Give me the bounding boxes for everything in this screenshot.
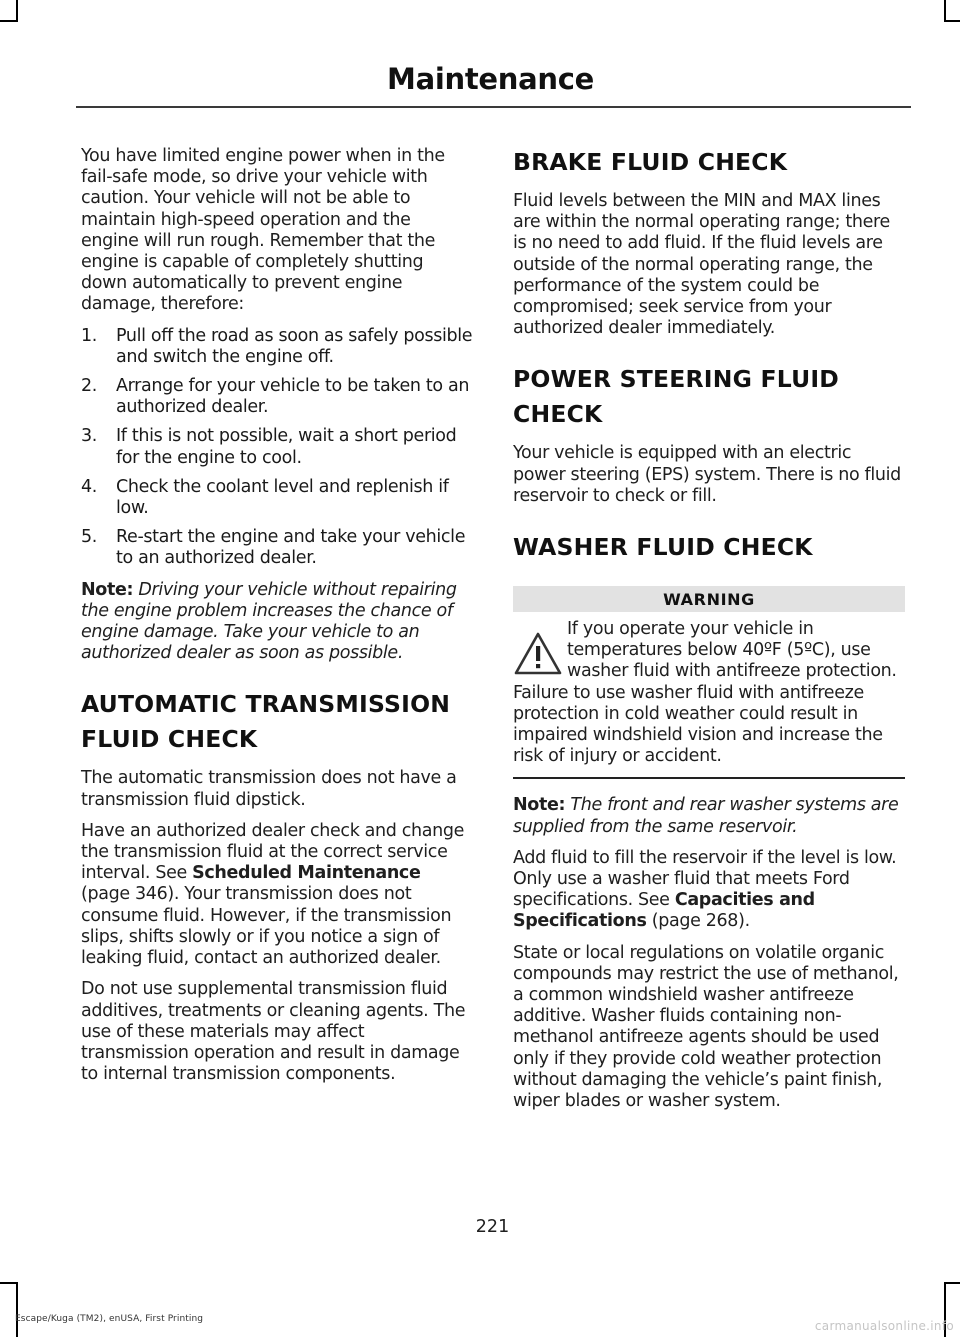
header-divider xyxy=(76,106,911,108)
list-item xyxy=(81,326,473,368)
paragraph-text: (page 268). xyxy=(646,911,750,932)
warning-text: If you operate your vehicle in temperatures below 40ºF (5ºC), use washer fluid with antifreeze protection. Failure to use washer fluid with antifreeze protection in cold weather could result in impaired windshield vision and increase the risk of injury or accident. xyxy=(513,619,897,767)
crop-mark xyxy=(944,0,946,20)
step-number: 5. xyxy=(81,527,97,548)
list-item xyxy=(81,527,473,569)
note-text: Driving your vehicle without repairing the engine problem increases the chance of engine damage. Take your vehicle to an authorized dealer as soon as possible. xyxy=(81,579,457,664)
step-text: If this is not possible, wait a short period for the engine to cool. xyxy=(116,426,457,468)
right-column xyxy=(513,146,905,1122)
scheduled-maintenance-link[interactable]: Scheduled Maintenance xyxy=(192,863,421,884)
warning-triangle-icon xyxy=(513,631,563,677)
heading-line: FLUID CHECK xyxy=(81,725,258,754)
crop-mark xyxy=(0,1282,18,1284)
note-text: The front and rear washer systems are supplied from the same reservoir. xyxy=(513,795,899,837)
page-title: Maintenance xyxy=(387,62,594,96)
warning-box xyxy=(513,586,905,779)
left-column xyxy=(81,146,473,1095)
crop-mark xyxy=(0,20,18,22)
section-heading-transmission xyxy=(81,690,473,754)
crop-mark xyxy=(16,0,18,20)
paragraph-text: Have an authorized dealer check and change the transmission fluid at the correct service interval. See xyxy=(81,820,465,884)
paragraph-text: (page 346). Your transmission does not consume fluid. However, if the transmission slips, shifts slowly or if you notice a sign of leaking fluid, contact an authorized dealer. xyxy=(81,884,452,969)
footer-text: Escape/Kuga (TM2), enUSA, First Printing xyxy=(15,1314,204,1324)
step-number: 4. xyxy=(81,476,97,497)
heading-line: POWER STEERING FLUID xyxy=(513,365,840,394)
step-text: Arrange for your vehicle to be taken to an authorized dealer. xyxy=(116,376,470,418)
step-number: 3. xyxy=(81,426,97,447)
washer-note xyxy=(513,795,905,837)
list-item xyxy=(81,426,473,468)
washer-paragraph xyxy=(513,848,905,933)
warning-label: WARNING xyxy=(513,586,905,612)
list-item xyxy=(81,376,473,418)
section-heading-brake-fluid: BRAKE FLUID CHECK xyxy=(513,148,788,176)
step-number: 2. xyxy=(81,376,97,397)
note-label: Note: xyxy=(513,795,566,816)
heading-line: AUTOMATIC TRANSMISSION xyxy=(81,690,451,719)
step-text: Re-start the engine and take your vehicle to an authorized dealer. xyxy=(116,527,466,569)
engine-note xyxy=(81,580,473,665)
note-label: Note: xyxy=(81,579,134,600)
fail-safe-intro: You have limited engine power when in the fail-safe mode, so drive your vehicle with caution. Your vehicle will not be able to maintain high-speed operation and the engine will run rough. Remember that the engine is capable of completely shutting down automatically to prevent engine damage, therefore: xyxy=(81,146,445,315)
transmission-paragraph: Do not use supplemental transmission fluid additives, treatments or cleaning agents. The use of these materials may affect transmission operation and result in damage to internal transmission components. xyxy=(81,979,466,1085)
step-number: 1. xyxy=(81,325,97,346)
section-heading-power-steering xyxy=(513,365,905,429)
crop-mark xyxy=(944,20,960,22)
washer-paragraph: State or local regulations on volatile organic compounds may restrict the use of methanol, a common windshield washer antifreeze additive. Washer fluids containing non-methanol antifreeze agents should be used only if they provide cold weather protection without damaging the vehicle’s paint finish, wiper blades or washer system. xyxy=(513,942,899,1112)
warning-body xyxy=(513,612,905,779)
step-text: Check the coolant level and replenish if low. xyxy=(116,476,449,519)
step-text: Pull off the road as soon as safely possible and switch the engine off. xyxy=(116,325,473,367)
crop-mark xyxy=(944,1282,960,1284)
power-steering-paragraph: Your vehicle is equipped with an electric power steering (EPS) system. There is no fluid reservoir to check or fill. xyxy=(513,443,901,506)
paragraph-text: Add fluid to fill the reservoir if the level is low. Only use a washer fluid that meets Ford specifications. See xyxy=(513,847,897,911)
list-item xyxy=(81,477,473,519)
section-heading-washer-fluid: WASHER FLUID CHECK xyxy=(513,533,813,562)
heading-line: CHECK xyxy=(513,400,603,429)
transmission-paragraph xyxy=(81,821,473,969)
transmission-paragraph: The automatic transmission does not have a transmission fluid dipstick. xyxy=(81,768,457,810)
capacities-specifications-link[interactable]: Capacities and Specifications xyxy=(513,890,815,932)
crop-mark xyxy=(16,1282,18,1337)
brake-paragraph: Fluid levels between the MIN and MAX lines are within the normal operating range; there is no need to add fluid. If the fluid levels are outside of the normal operating range, the performance of the system could be compromised; seek service from your authorized dealer immediately. xyxy=(513,191,890,339)
watermark-logo: carmanualsonline.info xyxy=(814,1319,954,1333)
page-number: 221 xyxy=(475,1217,510,1237)
fail-safe-steps xyxy=(81,326,473,570)
